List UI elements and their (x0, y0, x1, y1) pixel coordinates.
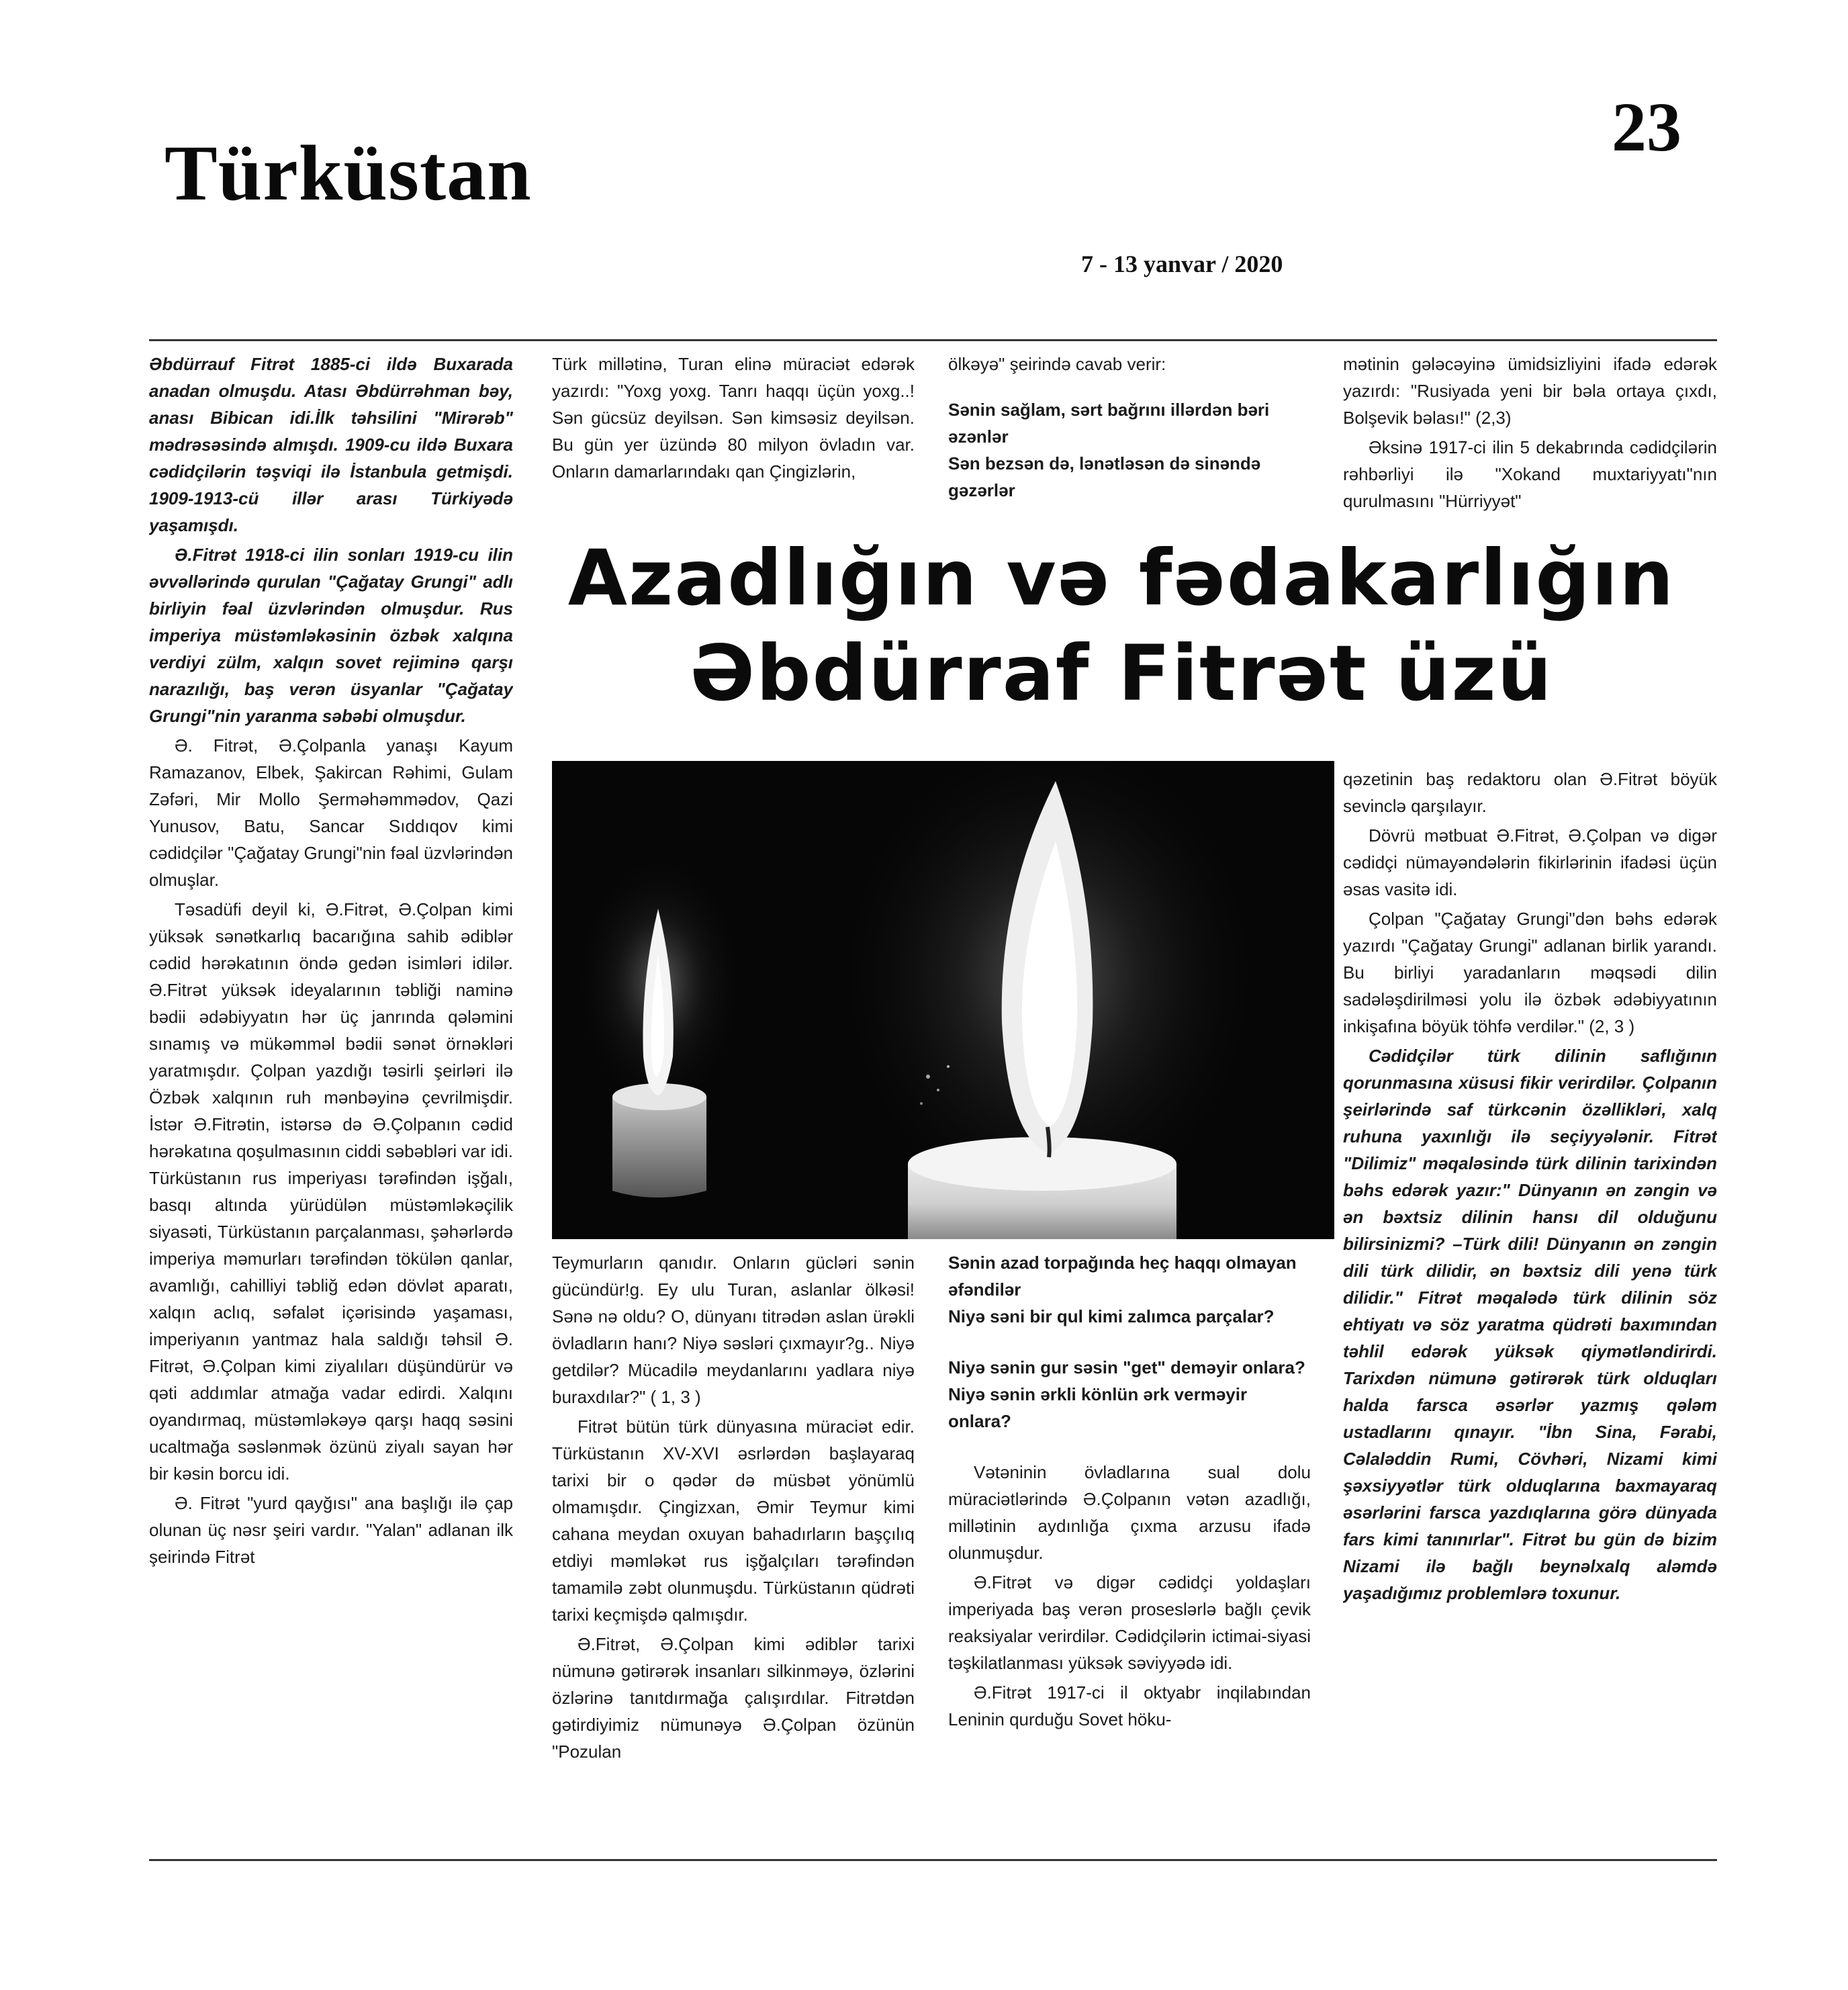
headline (551, 531, 1692, 721)
column-3-bottom (948, 1249, 1311, 1854)
col1-paragraph-1: Əbdürrauf Fitrət 1885-ci ildə Buxarada anadan olmuşdu. Atası Əbdürrəhman bəy, anası Bibican idi.İlk təhsilini "Mirərəb" mədrəsəsində almışdı. 1909-cu ildə Buxara cədidçilərin təşviqi ilə İstanbula getmişdi. 1909-1913-cü illər arası Türkiyədə yaşamışdı. (149, 354, 513, 535)
col3-bottom-poem-line-4: Niyə sənin ərkli könlün ərk verməyir onlara? (948, 1384, 1248, 1431)
col3-bottom-poem-line-1: Sənin azad torpağında heç haqqı olmayan əfəndilər (948, 1253, 1297, 1300)
col3-top-poem-line-1: Sənin sağlam, sərt bağrını illərdən bəri əzənlər (948, 400, 1270, 447)
col2-bottom-paragraph-2: Fitrət bütün türk dünyasına müraciət edir. Türküstanın XV-XVI əsrlərdən başlayaraq tarixi bir o qədər də müsbət yönümlü olmamışdır. Çingizxan, Əmir Teymur kimi cahana meydan oxuyan bahadırların başçılıq etdiyi məmləkət rus işğalçıları tərəfindən tamamilə zəbt olunmuşdu. Türküstanın qüdrəti tarixi keçmişdə qalmışdır. (552, 1416, 915, 1625)
masthead: Türküstan (165, 129, 532, 217)
page-number: 23 (1612, 89, 1681, 166)
col4-paragraph-3: Çolpan "Çağatay Grungi"dən bəhs edərək yazırdı "Çağatay Grungi" adlanan birlik yarandı. Bu birliyi yaradanların məqsədi dilin sadələşdirilməsi yolu ilə özbək ədəbiyyatının inkişafına böyük töhfə verdilər." (2, 3 ) (1343, 909, 1717, 1036)
col4-paragraph-1: qəzetinin baş redaktoru olan Ə.Fitrət böyük sevinclə qarşılayır. (1343, 769, 1717, 816)
column-2-top (552, 351, 915, 515)
col3-bottom-poem (948, 1249, 1311, 1459)
col4-paragraph-4: Cədidçilər türk dilinin saflığının qorunmasına xüsusi fikir verirdilər. Çolpanın şeirlərində saf türkcənin özəllikləri, xalq ruhuna yaxınlığı ilə seçiyyələnir. Fitrət "Dilimiz" məqaləsində türk dilinin tarixindən bəhs edərək yazır:" Dünyanın ən zəngin və ən bəxtsiz dilinin hansı dil olduğunu bilirsinizmi? –Türk dili! Dünyanın ən zəngin dili türk dilidir, ən bəxtsiz dili yenə türk dilidir." Fitrət məqalədə türk dilinin söz ehtiyatı və söz yaratma qüdrəti baxımından təhlil edərək yüksək qiymətləndirirdi. Tarixdən nümunə gətirərək türk olduqları halda farsca əsərlər yazmış qələm ustadlarını qınayır. "İbn Sina, Fərabi, Cəlaləddin Rumi, Cövhəri, Nizami kimi şəxsiyyətlər türk olduqlarına baxmayaraq əsərlərini farsca yazdıqlarına görə dünyada fars kimi tanınırlar". Fitrət bu gün də bizim Nizami ilə bağlı beynəlxalq aləmdə yaşadığımız problemlərə toxunur. (1343, 1046, 1717, 1603)
col2-top-paragraph: Türk millətinə, Turan elinə müraciət edərək yazırdı: "Yoxg yoxg. Tanrı haqqı üçün yoxg..! Sən gücsüz deyilsən. Sən kimsəsiz deyilsən. Bu gün yer üzündə 80 milyon övladın var. Onların damarlarındakı qan Çingizlərin, (552, 354, 915, 482)
column-3-top (948, 351, 1311, 515)
bottom-rule (149, 1859, 1717, 1861)
headline-line-1: Azadlığın və fədakarlığın (567, 533, 1675, 623)
col2-bottom-paragraph-1: Teymurların qanıdır. Onların gücləri sənin gücündür!g. Ey ulu Turan, aslanlar ölkəsi! Sənə nə oldu? O, dünyanı titrədən aslan ürəkli övladların hanı? Niyə səsləri çıxmayır?g.. Niyə getdilər? Mücadilə meydanlarını yadlara niyə buraxdılar?" ( 1, 3 ) (552, 1253, 915, 1407)
col3-bottom-paragraph-3: Ə.Fitrət 1917-ci il oktyabr inqilabından Leninin qurduğu Sovet höku- (948, 1682, 1311, 1729)
col1-paragraph-2: Ə.Fitrət 1918-ci ilin sonları 1919-cu ilin əvvəllərində qurulan "Çağatay Grungi" adlı birliyin fəal üzvlərindən olmuşdur. Rus imperiya müstəmləkəsinin özbək xalqına verdiyi zülm, xalqın sovet rejiminə qarşı narazılığı, baş verən üsyanlar "Çağatay Grungi"nin yaranma səbəbi olmuşdur. (149, 545, 513, 726)
top-rule (149, 339, 1717, 341)
col3-bottom-poem-line-3: Niyə sənin gur səsin "get" deməyir onlara? (948, 1357, 1305, 1377)
col3-top-poem-line-2: Sən bezsən də, lənətləsən də sinəndə gəzərlər (948, 453, 1261, 500)
col4-top-paragraph-2: Əksinə 1917-ci ilin 5 dekabrında cədidçilərin rəhbərliyi ilə "Xokand muxtariyyatı"nın qurulmasını "Hürriyyət" (1343, 437, 1717, 511)
col3-top-intro: ölkəyə" şeirində cavab verir: (948, 354, 1166, 374)
headline-line-2: Əbdürraf Fitrət üzü (690, 629, 1553, 718)
col4-top-paragraph-1: mətinin gələcəyinə ümidsizliyini ifadə edərək yazırdı: "Rusiyada yeni bir bəla ortaya çıxdı, Bolşevik bəlası!" (2,3) (1343, 354, 1717, 428)
candles-icon (552, 761, 1334, 1239)
col1-paragraph-3: Ə. Fitrət, Ə.Çolpanla yanaşı Kayum Ramazanov, Elbek, Şakircan Rəhimi, Gulam Zəfəri, Mir Mollo Şerməhəmmədov, Qazi Yunusov, Batu, Sancar Sıddıqov kimi cədidçilər "Çağatay Grungi"nin fəal üzvlərindən olmuşlar. (149, 735, 513, 890)
col3-bottom-paragraph-1: Vətəninin övladlarına sual dolu müraciətlərində Ə.Çolpanın vətən azadlığı, millətinin aydınlığa çıxma arzusu ifadə olunmuşdur. (948, 1462, 1311, 1563)
column-2-bottom (552, 1249, 915, 1854)
candles-photo (552, 761, 1334, 1239)
col4-paragraph-2: Dövrü mətbuat Ə.Fitrət, Ə.Çolpan və digər cədidçi nümayəndələrin fikirlərinin ifadəsi üçün əsas vasitə idi. (1343, 825, 1717, 899)
col2-bottom-paragraph-3: Ə.Fitrət, Ə.Çolpan kimi ədiblər tarixi nümunə gətirərək insanları silkinməyə, özlərini özlərinə tanıtdırmağa çalışırdılar. Fitrətdən gətirdiyimiz nümunəyə Ə.Çolpan özünün "Pozulan (552, 1634, 915, 1762)
col3-bottom-poem-line-2: Niyə səni bir qul kimi zalımca parçalar? (948, 1306, 1275, 1326)
column-1 (149, 351, 513, 1855)
column-4 (1343, 766, 1717, 1800)
issue-date: 7 - 13 yanvar / 2020 (1081, 251, 1283, 277)
col1-paragraph-5: Ə. Fitrət "yurd qayğısı" ana başlığı ilə çap olunan üç nəsr şeiri vardır. "Yalan" adlanan ilk şeirində Fitrət (149, 1493, 513, 1567)
column-4-top (1343, 351, 1717, 515)
col3-bottom-paragraph-2: Ə.Fitrət və digər cədidçi yoldaşları imperiyada baş verən proseslərlə bağlı çevik reaksiyalar verirdilər. Cədidçilərin ictimai-siyasi təşkilatlanması yüksək səviyyədə idi. (948, 1572, 1311, 1673)
col1-paragraph-4: Təsadüfi deyil ki, Ə.Fitrət, Ə.Çolpan kimi yüksək sənətkarlıq bacarığına sahib ədiblər cədid hərəkatının öndə gedən isimləri idilər. Ə.Fitrət yüksək ideyalarının təbliği naminə bədii ədəbiyyatın hər üç janrında qələmini sınamış və mükəmməl bədii sənət örnəkləri yaratmışdır. Çolpan yazdığı təsirli şeirləri ilə Özbək xalqının ruh mənbəyinə çevrilmişdir. İstər Ə.Fitrətin, istərsə də Ə.Çolpanın cədid hərəkatına qoşulmasının ciddi səbəbləri var idi. Türküstanın rus imperiyası tərəfindən işğalı, basqı altında yürüdülən müstəmləkəçilik siyasəti, Türküstanın parçalanması, şəhərlərdə imperiya məmurları tərəfindən tökülən qanlar, avamlığı, cahilliyi təbliğ edən dövlət aparatı, xalqın aclıq, səfalət içərisində yaşaması, imperiyanın yantmaz hala saldığı təhsil Ə. Fitrət, Ə.Çolpan kimi ziyalıları düşündürür və qəti addımlar atmağa vadar edirdi. Xalqını oyandırmaq, müstəmləkəyə qarşı haqq səsini ucaltmağa səslənmək özünü ziyalı sayan hər bir kəsin borcu idi. (149, 899, 513, 1484)
